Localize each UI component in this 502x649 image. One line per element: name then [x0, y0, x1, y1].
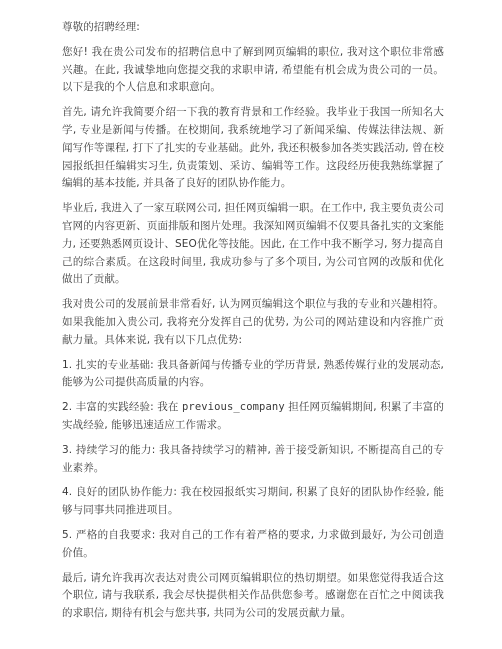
strength-point-5: 5. 严格的自我要求: 我对自己的工作有着严格的要求, 力求做到最好, 为公司创造价值。 [62, 528, 444, 559]
strength-point-2-lead: 2. 丰富的实践经验: 我在 [62, 401, 182, 414]
strength-point-1: 1. 扎实的专业基础: 我具备新闻与传播专业的学历背景, 熟悉传媒行业的发展动态, 能够为公司提供高质量的内容。 [62, 358, 444, 389]
closing-paragraph: 最后, 请允许我再次表达对贵公司网页编辑职位的热切期望。如果您觉得我适合这个职位, 请与我联系, 我会尽快提供相关作品供您参考。感谢您在百忙之中阅读我的求职信, 期待有机会与您共事, 共同为公司的发展贡献力量。 [62, 571, 444, 620]
previous-company-placeholder: previous_company [182, 401, 285, 414]
experience-paragraph: 毕业后, 我进入了一家互联网公司, 担任网页编辑一职。在工作中, 我主要负责公司官网的内容更新、页面排版和图片处理。我深知网页编辑不仅要具备扎实的文案能力, 还要熟悉网页设计、SEO优化等技能。因此, 在工作中我不断学习, 努力提高自己的综合素质。在这段时间里, 我成功参与了多个项目, 为公司官网的改版和优化做出了贡献。 [62, 202, 444, 286]
strength-point-2-rest: 担任网页编辑期间, 积累了丰富的实战经验, 能够迅速适应工作需求。 [62, 401, 444, 431]
intro-paragraph: 您好! 我在贵公司发布的招聘信息中了解到网页编辑的职位, 我对这个职位非常感兴趣。在此, 我诚挚地向您提交我的求职申请, 希望能有机会成为贵公司的一员。以下是我的个人信息和求职意向。 [62, 45, 444, 94]
greeting: 尊敬的招聘经理: [62, 21, 140, 33]
interest-paragraph: 我对贵公司的发展前景非常看好, 认为网页编辑这个职位与我的专业和兴趣相符。如果我能加入贵公司, 我将充分发挥自己的优势, 为公司的网站建设和内容推广贡献力量。具体来说, 我有以下几点优势: [62, 298, 444, 346]
strength-point-3: 3. 持续学习的能力: 我具备持续学习的精神, 善于接受新知识, 不断提高自己的专业素养。 [62, 443, 444, 474]
cover-letter-body [62, 19, 444, 630]
strength-point-2 [62, 399, 444, 435]
education-paragraph: 首先, 请允许我简要介绍一下我的教育背景和工作经验。我毕业于我国一所知名大学, 专业是新闻与传播。在校期间, 我系统地学习了新闻采编、传媒法律法规、新闻写作等课程, 打下了扎实的专业基础。此外, 我还积极参加各类实践活动, 曾在校园报纸担任编辑实习生, 负责策划、采访、编辑等工作。这段经历使我熟练掌握了编辑的基本技能, 并具备了良好的团队协作能力。 [62, 106, 444, 190]
strength-point-4: 4. 良好的团队协作能力: 我在校园报纸实习期间, 积累了良好的团队协作经验, 能够与同事共同推进项目。 [62, 486, 444, 517]
